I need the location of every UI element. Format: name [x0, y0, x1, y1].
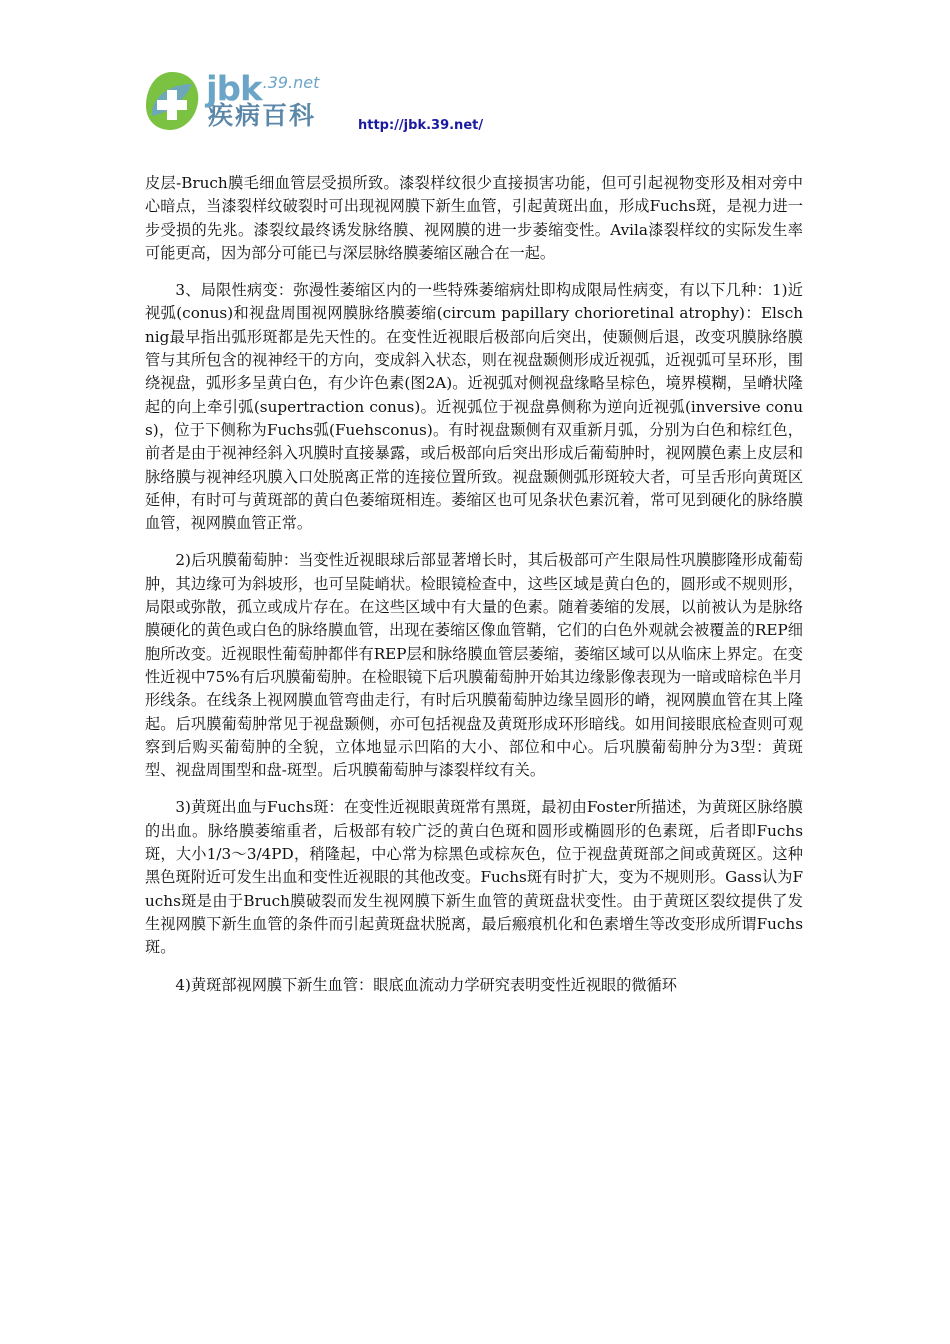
logo-brand-suffix: .39.net	[262, 73, 320, 92]
leaf-cross-logo-icon	[142, 70, 202, 132]
paragraph-2: 3、局限性病变：弥漫性萎缩区内的一些特殊萎缩病灶即构成限局性病变，有以下几种：1)近视弧(conus)和视盘周围视网膜脉络膜萎缩(circum papillary chorioretinal atrophy)：Elschnig最早指出弧形斑都是先天性的。在变性近视眼后极部向后突出，使颞侧后退，改变巩膜脉络膜管与其所包含的视神经干的方向，变成斜入状态，则在视盘颞侧形成近视弧，近视弧可呈环形，围绕视盘，弧形多呈黄白色，有少许色素(图2A)。近视弧对侧视盘缘略呈棕色，境界模糊，呈嵴状隆起的向上牵引弧(supertraction conus)。近视弧位于视盘鼻侧称为逆向近视弧(inversive conus)，位于下侧称为Fuchs弧(Fuehsconus)。有时视盘颞侧有双重新月弧，分别为白色和棕红色，前者是由于视神经斜入巩膜时直接暴露，或后极部向后突出形成后葡萄肿时，视网膜色素上皮层和脉络膜与视神经巩膜入口处脱离正常的连接位置所致。视盘颞侧弧形斑较大者，可呈舌形向黄斑区延伸，有时可与黄斑部的黄白色萎缩斑相连。萎缩区也可见条状色素沉着，常可见到硬化的脉络膜血管，视网膜血管正常。	[145, 281, 803, 533]
logo-brand-bottom: 疾病百科	[208, 101, 317, 130]
article-body	[145, 172, 803, 1011]
paragraph-1: 皮层-Bruch膜毛细血管层受损所致。漆裂样纹很少直接损害功能，但可引起视物变形及相对旁中心暗点，当漆裂样纹破裂时可出现视网膜下新生血管，引起黄斑出血，形成Fuchs斑，是视力进一步受损的先兆。漆裂纹最终诱发脉络膜、视网膜的进一步萎缩变性。Avila漆裂样纹的实际发生率可能更高，因为部分可能已与深层脉络膜萎缩区融合在一起。	[145, 174, 803, 262]
paragraph-4: 3)黄斑出血与Fuchs斑：在变性近视眼黄斑常有黑斑，最初由Foster所描述，为黄斑区脉络膜的出血。脉络膜萎缩重者，后极部有较广泛的黄白色斑和圆形或椭圆形的色素斑，后者即Fuchs斑，大小1/3～3/4PD，稍隆起，中心常为棕黑色或棕灰色，位于视盘黄斑部之间或黄斑区。这种黑色斑附近可发生出血和变性近视眼的其他改变。Fuchs斑有时扩大，变为不规则形。Gass认为Fuchs斑是由于Bruch膜破裂而发生视网膜下新生血管的黄斑盘状变性。由于黄斑区裂纹提供了发生视网膜下新生血管的条件而引起黄斑盘状脱离，最后瘢痕机化和色素增生等改变形成所谓Fuchs斑。	[145, 798, 803, 957]
header-url-link[interactable]: http://jbk.39.net/	[358, 118, 484, 133]
paragraph-5: 4)黄斑部视网膜下新生血管：眼底血流动力学研究表明变性近视眼的微循环	[175, 975, 677, 994]
page-header	[142, 64, 662, 144]
paragraph-3: 2)后巩膜葡萄肿：当变性近视眼球后部显著增长时，其后极部可产生限局性巩膜膨隆形成葡萄肿，其边缘可为斜坡形，也可呈陡峭状。检眼镜检查中，这些区域是黄白色的，圆形或不规则形，局限或弥散，孤立或成片存在。在这些区域中有大量的色素。随着萎缩的发展，以前被认为是脉络膜硬化的黄色或白色的脉络膜血管，出现在萎缩区像血管鞘，它们的白色外观就会被覆盖的REP细胞所改变。近视眼性葡萄肿都伴有REP层和脉络膜血管层萎缩，萎缩区域可以从临床上界定。在变性近视中75%有后巩膜葡萄肿。在检眼镜下后巩膜葡萄肿开始其边缘影像表现为一暗或暗棕色半月形线条。在线条上视网膜血管弯曲走行，有时后巩膜葡萄肿边缘呈圆形的嵴，视网膜血管在其上隆起。后巩膜葡萄肿常见于视盘颞侧，亦可包括视盘及黄斑形成环形暗线。如用间接眼底检查则可观察到后购买葡萄肿的全貌，立体地显示凹陷的大小、部位和中心。后巩膜葡萄肿分为3型：黄斑型、视盘周围型和盘-斑型。后巩膜葡萄肿与漆裂样纹有关。	[145, 551, 803, 780]
logo-brand-top: jbk	[206, 69, 262, 110]
